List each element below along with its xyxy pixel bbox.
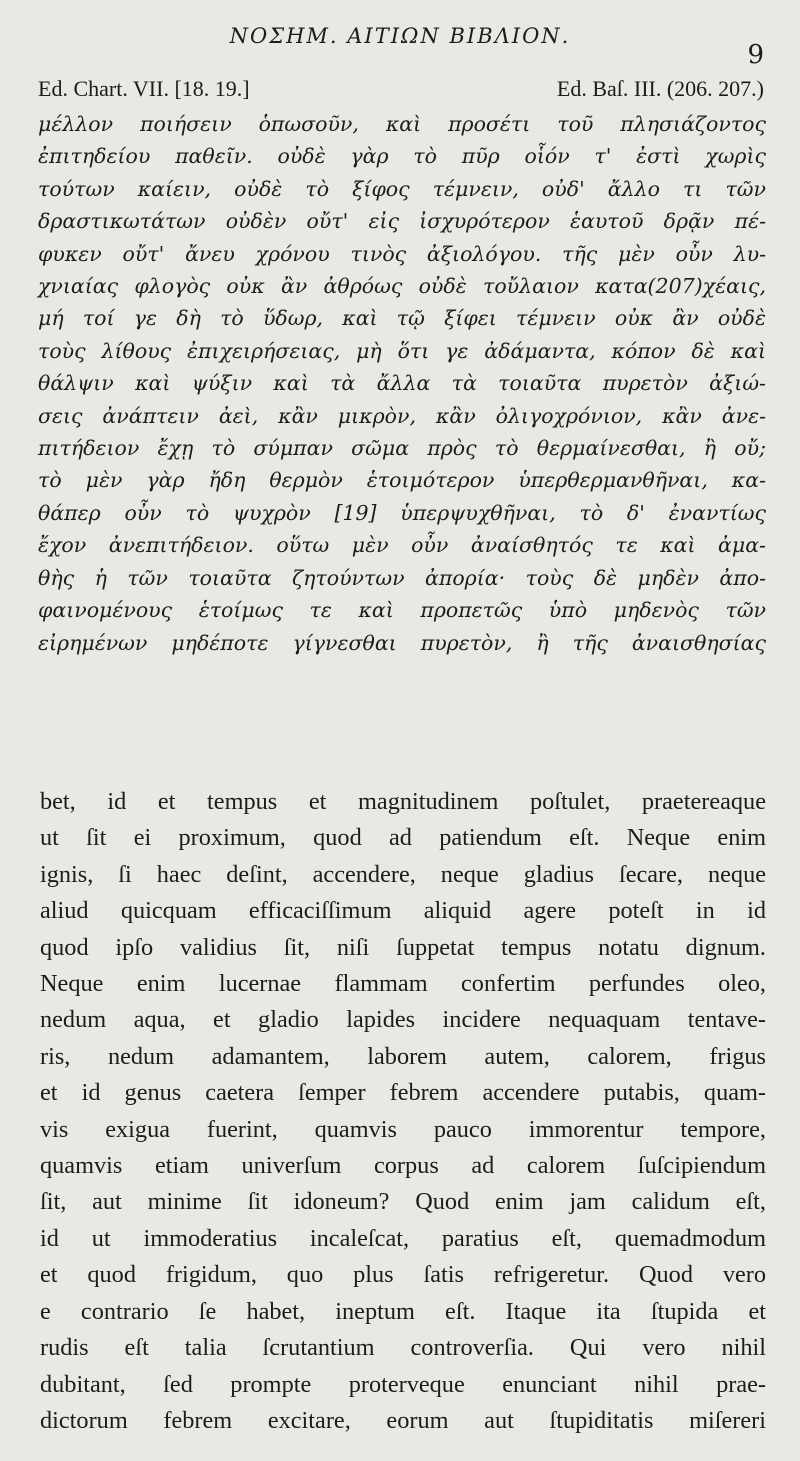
- greek-line: τὸ μὲν γὰρ ἤδη θερμὸν ἑτοιμότερον ὑπερθερμανθῆναι, κα-: [38, 468, 766, 493]
- edition-reference-line: [38, 76, 764, 102]
- greek-line: μέλλον ποιήσειν ὁπωσοῦν, καὶ προσέτι τοῦ πλησιάζοντος: [38, 112, 766, 136]
- latin-line: dubitant, ſed prompte proterveque enunciant nihil prae-: [40, 1370, 766, 1398]
- latin-line: et quod frigidum, quo plus ſatis refrigeretur. Quod vero: [40, 1261, 766, 1289]
- greek-text-block: [38, 108, 766, 659]
- latin-line: nedum aqua, et gladio lapides incidere nequaquam tentave-: [40, 1006, 766, 1034]
- latin-line: ignis, ſi haec deſint, accendere, neque gladius ſecare, neque: [40, 860, 766, 888]
- greek-line: φυκεν οὔτ' ἄνευ χρόνου τινὸς ἀξιολόγου. τῆς μὲν οὖν λυ-: [38, 241, 766, 266]
- latin-line: vis exigua fuerint, quamvis pauco immorentur tempore,: [40, 1115, 766, 1143]
- greek-line: ἔχον ἀνεπιτήδειον. οὕτω μὲν οὖν ἀναίσθητός τε καὶ ἀμα-: [38, 533, 766, 558]
- greek-line: θάπερ οὖν τὸ ψυχρὸν [19] ὑπερψυχθῆναι, τὸ δ' ἐναντίως: [38, 500, 766, 525]
- greek-line: χνιαίας φλογὸς οὐκ ἂν ἀθρόως οὐδὲ τοὔλαιον κατα(207)χέαις,: [38, 274, 766, 299]
- latin-line: Neque enim lucernae flammam confertim perfundes oleo,: [40, 970, 766, 998]
- greek-line: ἐπιτηδείου παθεῖν. οὐδὲ γὰρ τὸ πῦρ οἷόν τ' ἐστὶ χωρὶς: [38, 144, 766, 169]
- greek-line: τοὺς λίθους ἐπιχειρήσειας, μὴ ὅτι γε ἀδάμαντα, κόπον δὲ καὶ: [38, 338, 766, 363]
- latin-line: bet, id et tempus et magnitudinem poſtulet, praetereaque: [40, 788, 766, 815]
- latin-line: ut ſit ei proximum, quod ad patiendum eſt. Neque enim: [40, 824, 766, 852]
- latin-line: ris, nedum adamantem, laborem autem, calorem, frigus: [40, 1042, 766, 1070]
- greek-line: πιτήδειον ἔχῃ τὸ σύμπαν σῶμα πρὸς τὸ θερμαίνεσθαι, ἢ οὔ;: [38, 436, 766, 461]
- greek-line: μή τοί γε δὴ τὸ ὕδωρ, καὶ τῷ ξίφει τέμνειν οὐκ ἂν οὐδὲ: [38, 306, 766, 331]
- running-title: ΝΟΣΗΜ. ΑΙΤΙΩΝ ΒΙΒΛΙΟΝ.: [229, 24, 571, 48]
- greek-line: φαινομένους ἑτοίμως τε καὶ προπετῶς ὑπὸ μηδενὸς τῶν: [38, 598, 766, 623]
- greek-line: εἰρημένων μηδέποτε γίγνεσθαι πυρετὸν, ἢ τῆς ἀναισθησίας: [38, 630, 766, 655]
- page-number: 9: [747, 40, 764, 70]
- greek-line: θὴς ἡ τῶν τοιαῦτα ζητούντων ἀπορία· τοὺς δὲ μηδὲν ἀπο-: [38, 565, 766, 590]
- greek-line: σεις ἀνάπτειν ἀεὶ, κἂν μικρὸν, κἂν ὀλιγοχρόνιον, κἂν ἀνε-: [38, 403, 766, 428]
- greek-line: θάλψιν καὶ ψύξιν καὶ τὰ ἄλλα τὰ τοιαῦτα πυρετὸν ἀξιώ-: [38, 371, 766, 396]
- latin-text-block: [40, 784, 766, 1439]
- edition-reference-left: Ed. Chart. VII. [18. 19.]: [38, 76, 250, 101]
- greek-line: τούτων καίειν, οὐδὲ τὸ ξίφος τέμνειν, οὐδ' ἄλλο τι τῶν: [38, 176, 766, 201]
- latin-line: ſit, aut minime ſit idoneum? Quod enim jam calidum eſt,: [40, 1188, 766, 1216]
- latin-line: quamvis etiam univerſum corpus ad calorem ſuſcipiendum: [40, 1152, 766, 1180]
- latin-line: id ut immoderatius incaleſcat, paratius eſt, quemadmodum: [40, 1224, 766, 1252]
- edition-reference-right: Ed. Baſ. III. (206. 207.): [556, 76, 764, 101]
- latin-line: dictorum febrem excitare, eorum aut ſtupiditatis miſereri: [40, 1406, 766, 1434]
- greek-line: δραστικωτάτων οὐδὲν οὔτ' εἰς ἰσχυρότερον ἑαυτοῦ δρᾷν πέ-: [38, 209, 766, 234]
- latin-line: quod ipſo validius ſit, niſi ſuppetat tempus notatu dignum.: [40, 933, 766, 961]
- latin-line: et id genus caetera ſemper febrem accendere putabis, quam-: [40, 1079, 766, 1107]
- latin-line: aliud quicquam efficaciſſimum aliquid agere poteſt in id: [40, 897, 766, 925]
- latin-line: e contrario ſe habet, ineptum eſt. Itaque ita ſtupida et: [40, 1297, 766, 1325]
- latin-line: rudis eſt talia ſcrutantium controverſia. Qui vero nihil: [40, 1334, 766, 1362]
